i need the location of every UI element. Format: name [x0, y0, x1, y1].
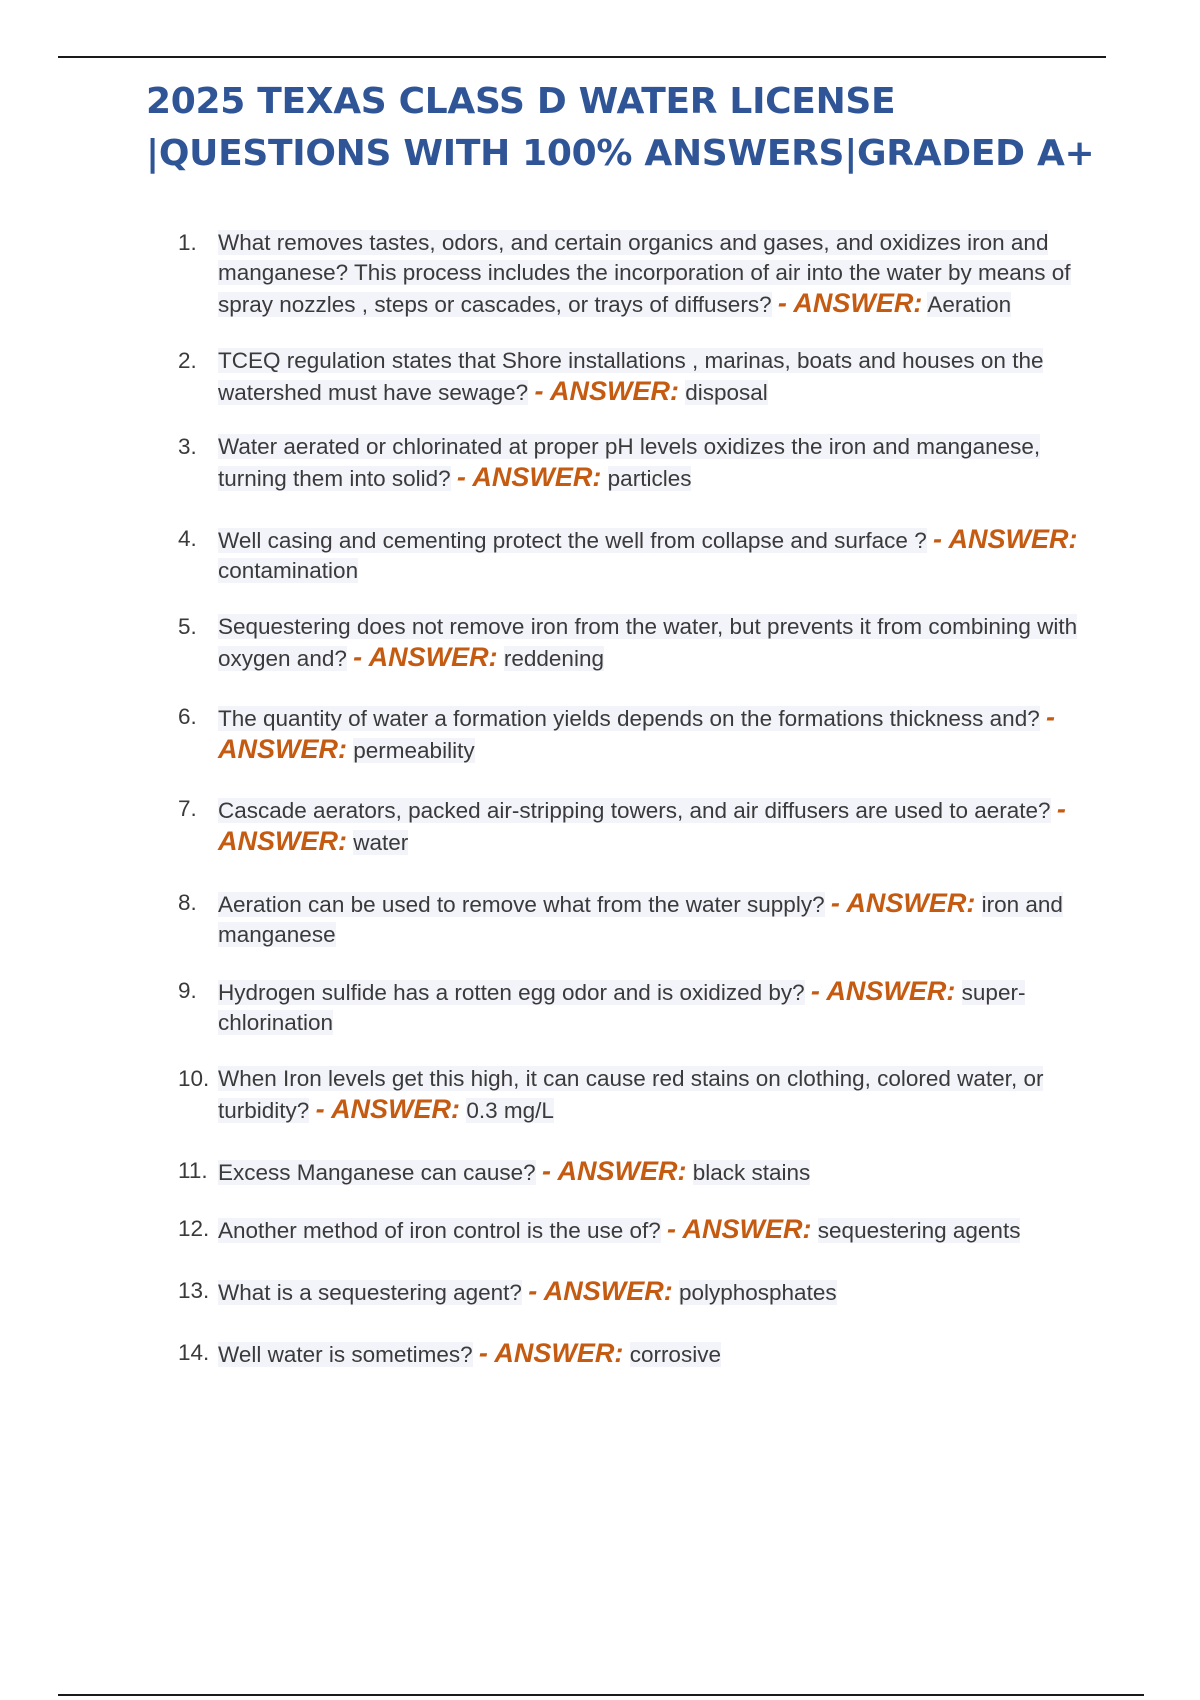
question-body: [218, 1064, 1090, 1126]
question-number: 10.: [178, 1066, 210, 1091]
answer-label: ANSWER:: [472, 462, 602, 492]
question-item: [178, 888, 1090, 950]
question-text: Well casing and cementing protect the well from collapse and surface ?: [218, 528, 927, 553]
answer-separator: -: [667, 1214, 683, 1244]
question-item: [178, 1156, 1090, 1188]
answer-label: ANSWER:: [793, 288, 923, 318]
question-body: [218, 976, 1090, 1038]
answer-separator: -: [1056, 794, 1066, 824]
question-item: [178, 1338, 1090, 1370]
answer-text: disposal: [685, 380, 768, 405]
question-text: Cascade aerators, packed air-stripping towers, and air diffusers are used to aerate?: [218, 798, 1051, 823]
question-text: Water aerated or chlorinated at proper pH levels oxidizes the iron and manganese, turning them into solid?: [218, 434, 1041, 491]
answer-text: iron and manganese: [218, 892, 1063, 947]
answer-separator: -: [777, 288, 794, 318]
question-body: [218, 228, 1090, 320]
question-number: 5.: [178, 614, 197, 639]
question-body: [218, 432, 1090, 494]
question-text: What is a sequestering agent?: [218, 1280, 522, 1305]
question-number: 2.: [178, 348, 197, 373]
answer-text: 0.3 mg/L: [466, 1098, 554, 1123]
question-body: [218, 888, 1090, 950]
answer-separator: -: [315, 1094, 332, 1124]
question-number: 7.: [178, 796, 197, 821]
question-text: Another method of iron control is the use of?: [218, 1218, 661, 1243]
question-number: 13.: [178, 1278, 210, 1303]
question-item: [178, 976, 1090, 1038]
answer-separator: -: [541, 1156, 558, 1186]
answer-separator: -: [534, 376, 550, 406]
answer-text: sequestering agents: [817, 1218, 1021, 1243]
question-body: [218, 702, 1090, 766]
answer-text: polyphosphates: [678, 1280, 837, 1305]
question-text: The quantity of water a formation yields depends on the formations thickness and?: [218, 706, 1040, 731]
question-item: [178, 702, 1090, 766]
question-text: Sequestering does not remove iron from the water, but prevents it from combining with oxygen and?: [218, 614, 1078, 671]
question-text: What removes tastes, odors, and certain organics and gases, and oxidizes iron and manganese? This process includes the incorporation of air into the water by means of spray nozzles , steps or cascades, or trays of diffusers?: [218, 230, 1071, 317]
answer-separator: -: [353, 642, 369, 672]
question-body: [218, 1214, 1090, 1246]
answer-text: super-chlorination: [218, 980, 1026, 1035]
answer-label: ANSWER:: [557, 1156, 687, 1186]
question-body: [218, 612, 1090, 674]
question-item: [178, 346, 1090, 408]
question-number: 11.: [178, 1158, 208, 1183]
question-item: [178, 1214, 1090, 1246]
question-body: [218, 1156, 1090, 1188]
top-divider: [58, 56, 1106, 58]
question-item: [178, 524, 1090, 586]
answer-label: ANSWER:: [543, 1276, 673, 1306]
answer-label: ANSWER:: [331, 1094, 461, 1124]
question-item: [178, 1064, 1090, 1126]
question-number: 14.: [178, 1340, 210, 1365]
answer-text: contamination: [218, 558, 359, 583]
question-number: 12.: [178, 1216, 210, 1241]
answer-label: ANSWER:: [549, 376, 679, 406]
title-line-1: 2025 TEXAS CLASS D WATER LICENSE: [146, 81, 896, 122]
question-text: When Iron levels get this high, it can cause red stains on clothing, colored water, or turbidity?: [218, 1066, 1044, 1123]
answer-text: water: [353, 830, 409, 855]
question-item: [178, 432, 1090, 494]
question-text: Aeration can be used to remove what from the water supply?: [218, 892, 825, 917]
question-body: [218, 1338, 1090, 1370]
question-number: 4.: [178, 526, 197, 551]
question-text: Excess Manganese can cause?: [218, 1160, 536, 1185]
question-body: [218, 524, 1090, 586]
question-item: [178, 1276, 1090, 1308]
question-item: [178, 228, 1090, 320]
question-item: [178, 612, 1090, 674]
answer-separator: -: [456, 462, 473, 492]
question-number: 8.: [178, 890, 197, 915]
question-text: TCEQ regulation states that Shore installations , marinas, boats and houses on the watershed must have sewage?: [218, 348, 1044, 405]
question-body: [218, 346, 1090, 408]
answer-label: ANSWER:: [846, 888, 976, 918]
question-text: Hydrogen sulfide has a rotten egg odor and is oxidized by?: [218, 980, 805, 1005]
answer-text: particles: [607, 466, 692, 491]
answer-text: black stains: [692, 1160, 811, 1185]
answer-text: permeability: [353, 738, 475, 763]
answer-separator: -: [810, 976, 827, 1006]
question-number: 9.: [178, 978, 197, 1003]
answer-label: ANSWER:: [682, 1214, 812, 1244]
question-text: Well water is sometimes?: [218, 1342, 473, 1367]
answer-text: Aeration: [927, 292, 1012, 317]
document-title: [146, 76, 1106, 180]
question-number: 3.: [178, 434, 197, 459]
question-body: [218, 1276, 1090, 1308]
answer-label: ANSWER:: [948, 524, 1078, 554]
answer-separator: -: [932, 524, 949, 554]
answer-label: ANSWER:: [218, 734, 347, 764]
answer-separator: -: [830, 888, 847, 918]
bottom-divider: [58, 1694, 1144, 1696]
answer-separator: -: [478, 1338, 495, 1368]
question-body: [218, 794, 1090, 858]
answer-label: ANSWER:: [368, 642, 498, 672]
question-number: 6.: [178, 704, 197, 729]
answer-separator: -: [1046, 702, 1055, 732]
answer-label: ANSWER:: [218, 826, 347, 856]
answer-label: ANSWER:: [826, 976, 956, 1006]
answer-label: ANSWER:: [494, 1338, 624, 1368]
question-number: 1.: [178, 230, 197, 255]
answer-text: reddening: [503, 646, 604, 671]
answer-separator: -: [528, 1276, 544, 1306]
question-list: [178, 228, 1090, 1370]
answer-text: corrosive: [629, 1342, 721, 1367]
title-line-2: |QUESTIONS WITH 100% ANSWERS|GRADED A+: [146, 133, 1095, 174]
question-item: [178, 794, 1090, 858]
